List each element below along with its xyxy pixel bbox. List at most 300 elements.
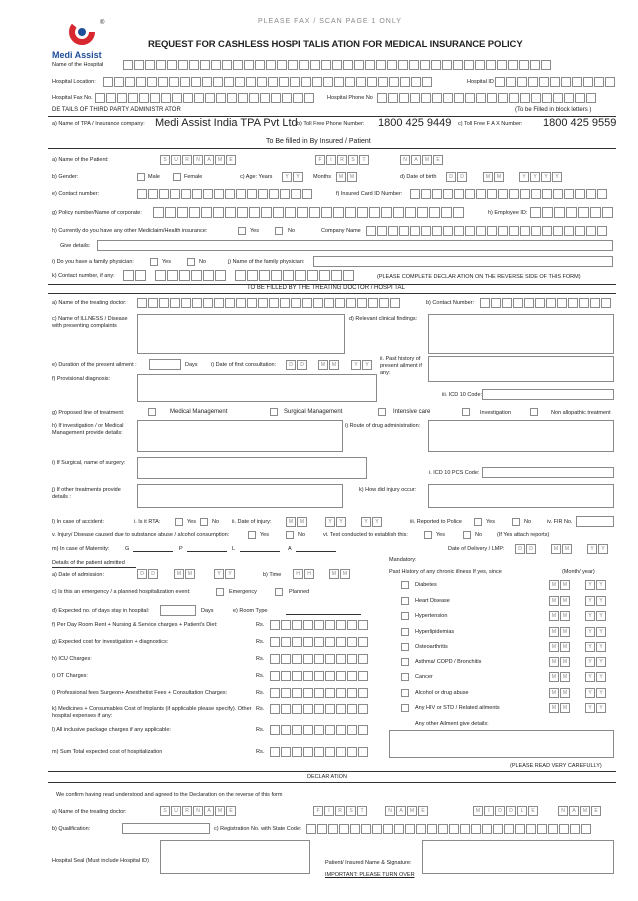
cell[interactable]: U [171, 806, 181, 816]
cell[interactable]: M [483, 172, 493, 182]
route-field[interactable] [428, 420, 614, 452]
cell[interactable]: S [160, 155, 170, 165]
employee-id-cells[interactable] [530, 207, 613, 218]
cell[interactable] [303, 637, 313, 647]
cell[interactable] [303, 747, 313, 757]
cell[interactable]: U [171, 155, 181, 165]
planned-checkbox[interactable] [275, 588, 283, 596]
cell[interactable]: Y [282, 172, 292, 182]
patient-firstname-cells[interactable] [315, 155, 369, 165]
cell[interactable] [292, 725, 302, 735]
cell[interactable]: M [562, 544, 572, 554]
family-physician-no-checkbox[interactable] [187, 258, 195, 266]
cell[interactable]: Y [225, 569, 235, 579]
declaration-middle-cells[interactable] [473, 806, 538, 816]
qualification-field[interactable] [122, 823, 210, 834]
declaration-firstname-cells[interactable] [313, 806, 367, 816]
time-minute-cells[interactable] [329, 569, 350, 579]
cell[interactable]: Y [293, 172, 303, 182]
cell[interactable]: Y [351, 360, 361, 370]
delivery-day-cells[interactable] [515, 544, 536, 554]
cost-amount-cells[interactable] [270, 637, 368, 647]
first-consultation-year-cells[interactable] [351, 360, 372, 370]
illness-since-cells[interactable] [549, 657, 606, 667]
cell[interactable] [336, 704, 346, 714]
cell[interactable] [303, 725, 313, 735]
cell[interactable]: Y [585, 672, 595, 682]
cell[interactable]: Y [530, 172, 540, 182]
cell[interactable] [347, 725, 357, 735]
hospital-location-cells[interactable] [103, 77, 432, 87]
intensive-care-checkbox[interactable] [378, 408, 386, 416]
emergency-checkbox[interactable] [216, 588, 224, 596]
cell[interactable]: D [137, 569, 147, 579]
time-hour-cells[interactable] [293, 569, 314, 579]
cost-amount-cells[interactable] [270, 704, 368, 714]
cell[interactable]: F [313, 806, 323, 816]
cell[interactable]: T [359, 155, 369, 165]
cell[interactable]: E [226, 155, 236, 165]
cell[interactable]: N [558, 806, 568, 816]
cell[interactable]: A [569, 806, 579, 816]
cell[interactable]: H [293, 569, 303, 579]
doctor-contact-cells[interactable] [480, 298, 611, 308]
cell[interactable]: Y [325, 517, 335, 527]
cell[interactable]: E [528, 806, 538, 816]
cell[interactable] [347, 747, 357, 757]
cell[interactable] [325, 688, 335, 698]
cell[interactable]: R [337, 155, 347, 165]
cell[interactable] [270, 620, 280, 630]
cell[interactable]: Y [541, 172, 551, 182]
cell[interactable]: Y [596, 657, 606, 667]
illness-checkbox[interactable] [401, 581, 409, 589]
age-years-cells[interactable] [282, 172, 303, 182]
substance-yes-checkbox[interactable] [248, 531, 256, 539]
illness-checkbox[interactable] [401, 597, 409, 605]
cell[interactable] [281, 747, 291, 757]
cell[interactable]: N [400, 155, 410, 165]
cell[interactable]: D [515, 544, 525, 554]
cell[interactable] [292, 747, 302, 757]
cell[interactable]: Y [585, 611, 595, 621]
cell[interactable] [314, 725, 324, 735]
cell[interactable]: I [326, 155, 336, 165]
cell[interactable] [314, 637, 324, 647]
dob-year-cells[interactable] [519, 172, 562, 182]
cell[interactable]: M [549, 627, 559, 637]
duration-field[interactable] [149, 359, 181, 370]
cost-amount-cells[interactable] [270, 671, 368, 681]
cell[interactable]: M [422, 155, 432, 165]
cell[interactable] [336, 747, 346, 757]
injury-occur-field[interactable] [428, 484, 614, 508]
cell[interactable]: M [551, 544, 561, 554]
cell[interactable]: E [226, 806, 236, 816]
substance-no-checkbox[interactable] [286, 531, 294, 539]
cell[interactable]: M [560, 657, 570, 667]
cell[interactable]: M [549, 596, 559, 606]
icd10-field[interactable] [482, 389, 614, 400]
cell[interactable] [281, 637, 291, 647]
cell[interactable]: D [506, 806, 516, 816]
cell[interactable] [347, 637, 357, 647]
cell[interactable]: M [549, 672, 559, 682]
declaration-surname-cells[interactable] [160, 806, 236, 816]
illness-since-cells[interactable] [549, 642, 606, 652]
cell[interactable] [270, 747, 280, 757]
cell[interactable]: M [473, 806, 483, 816]
cell[interactable]: M [560, 627, 570, 637]
provisional-diagnosis-field[interactable] [137, 374, 377, 402]
cell[interactable]: A [204, 155, 214, 165]
family-physician-name-field[interactable] [313, 256, 613, 267]
cell[interactable]: N [385, 806, 395, 816]
fir-field[interactable] [576, 516, 614, 527]
investigation-details-field[interactable] [137, 420, 343, 452]
patient-surname-cells[interactable] [160, 155, 236, 165]
cell[interactable] [303, 671, 313, 681]
cell[interactable]: Y [361, 517, 371, 527]
cell[interactable]: M [336, 172, 346, 182]
cell[interactable] [358, 620, 368, 630]
cell[interactable]: N [193, 155, 203, 165]
cell[interactable] [314, 704, 324, 714]
first-consultation-month-cells[interactable] [318, 360, 339, 370]
cell[interactable] [270, 688, 280, 698]
cell[interactable]: Y [214, 569, 224, 579]
cell[interactable]: I [484, 806, 494, 816]
investigation-checkbox[interactable] [462, 408, 470, 416]
cell[interactable]: M [549, 703, 559, 713]
cell[interactable] [314, 620, 324, 630]
cell[interactable]: T [357, 806, 367, 816]
cell[interactable] [303, 688, 313, 698]
cell[interactable]: M [340, 569, 350, 579]
cell[interactable]: M [560, 596, 570, 606]
cell[interactable] [336, 688, 346, 698]
medical-management-checkbox[interactable] [148, 408, 156, 416]
cell[interactable]: Y [362, 360, 372, 370]
illness-since-cells[interactable] [549, 688, 606, 698]
family-physician-yes-checkbox[interactable] [150, 258, 158, 266]
dob-day-cells[interactable] [446, 172, 467, 182]
cell[interactable] [336, 725, 346, 735]
patient-name-cells[interactable] [400, 155, 443, 165]
cell[interactable]: M [347, 172, 357, 182]
rta-yes-checkbox[interactable] [175, 518, 183, 526]
cell[interactable]: Y [585, 703, 595, 713]
maternity-a-line[interactable] [296, 551, 336, 552]
clinical-findings-field[interactable] [428, 314, 614, 354]
cell[interactable]: D [457, 172, 467, 182]
past-history-field[interactable] [428, 356, 614, 382]
illness-checkbox[interactable] [401, 673, 409, 681]
cell[interactable] [270, 637, 280, 647]
surgery-name-field[interactable] [137, 457, 367, 479]
cell[interactable] [325, 654, 335, 664]
cell[interactable] [325, 704, 335, 714]
test-yes-checkbox[interactable] [424, 531, 432, 539]
cell[interactable]: M [549, 580, 559, 590]
cell[interactable] [292, 620, 302, 630]
illness-checkbox[interactable] [401, 704, 409, 712]
cell[interactable]: M [560, 642, 570, 652]
cell[interactable] [325, 725, 335, 735]
cell[interactable]: M [560, 688, 570, 698]
cell[interactable] [281, 704, 291, 714]
cell[interactable]: L [517, 806, 527, 816]
cell[interactable]: Y [587, 544, 597, 554]
cell[interactable] [358, 725, 368, 735]
cost-amount-cells[interactable] [270, 688, 368, 698]
cell[interactable]: S [346, 806, 356, 816]
cell[interactable]: Y [585, 627, 595, 637]
other-insurance-no-checkbox[interactable] [275, 227, 283, 235]
declaration-name-cells[interactable] [385, 806, 428, 816]
cell[interactable] [314, 747, 324, 757]
cell[interactable] [314, 654, 324, 664]
cost-amount-cells[interactable] [270, 747, 368, 757]
give-details-field[interactable] [97, 240, 613, 251]
cell[interactable] [336, 671, 346, 681]
cell[interactable]: M [215, 806, 225, 816]
hospital-phone-cells[interactable] [377, 93, 596, 103]
cell[interactable]: M [185, 569, 195, 579]
cell[interactable]: Y [596, 580, 606, 590]
registration-cells[interactable] [306, 824, 591, 834]
cell[interactable]: Y [519, 172, 529, 182]
maternity-g-line[interactable] [133, 551, 173, 552]
cell[interactable]: M [174, 569, 184, 579]
cell[interactable] [292, 654, 302, 664]
cell[interactable]: Y [596, 611, 606, 621]
cell[interactable] [281, 671, 291, 681]
cell[interactable]: H [304, 569, 314, 579]
cell[interactable]: Y [598, 544, 608, 554]
illness-since-cells[interactable] [549, 627, 606, 637]
cell[interactable]: Y [552, 172, 562, 182]
cell[interactable]: D [148, 569, 158, 579]
delivery-month-cells[interactable] [551, 544, 572, 554]
cell[interactable] [270, 704, 280, 714]
cell[interactable]: S [348, 155, 358, 165]
cell[interactable]: M [560, 672, 570, 682]
illness-since-cells[interactable] [549, 611, 606, 621]
cell[interactable] [270, 725, 280, 735]
cell[interactable] [358, 747, 368, 757]
cell[interactable] [292, 704, 302, 714]
cell[interactable] [347, 671, 357, 681]
cell[interactable]: M [215, 155, 225, 165]
cell[interactable] [358, 671, 368, 681]
first-consultation-day-cells[interactable] [286, 360, 307, 370]
cell[interactable] [292, 688, 302, 698]
cell[interactable]: M [286, 517, 296, 527]
cell[interactable]: Y [585, 657, 595, 667]
illness-checkbox[interactable] [401, 643, 409, 651]
injury-year-cells[interactable] [361, 517, 382, 527]
illness-checkbox[interactable] [401, 689, 409, 697]
male-checkbox[interactable] [137, 173, 145, 181]
cost-amount-cells[interactable] [270, 725, 368, 735]
admission-year-cells[interactable] [214, 569, 235, 579]
cell[interactable] [292, 671, 302, 681]
cell[interactable]: F [315, 155, 325, 165]
cell[interactable] [303, 654, 313, 664]
maternity-p-line[interactable] [187, 551, 227, 552]
cell[interactable]: D [286, 360, 296, 370]
cell[interactable]: Y [585, 688, 595, 698]
cell[interactable]: Y [596, 627, 606, 637]
cell[interactable]: Y [596, 596, 606, 606]
cell[interactable] [281, 620, 291, 630]
cell[interactable]: M [329, 569, 339, 579]
cell[interactable]: R [182, 806, 192, 816]
cell[interactable] [314, 688, 324, 698]
cell[interactable] [358, 704, 368, 714]
delivery-year-cells[interactable] [587, 544, 608, 554]
stay-days-field[interactable] [160, 605, 196, 616]
cell[interactable]: Y [596, 672, 606, 682]
cell[interactable]: Y [585, 642, 595, 652]
cell[interactable]: A [204, 806, 214, 816]
admission-month-cells[interactable] [174, 569, 195, 579]
test-no-checkbox[interactable] [463, 531, 471, 539]
cell[interactable]: M [549, 642, 559, 652]
contact-any-cells[interactable] [123, 270, 354, 281]
cell[interactable]: D [526, 544, 536, 554]
illness-since-cells[interactable] [549, 580, 606, 590]
admission-day-cells[interactable] [137, 569, 158, 579]
cell[interactable] [325, 747, 335, 757]
cell[interactable]: Y [596, 688, 606, 698]
cell[interactable]: R [182, 155, 192, 165]
police-no-checkbox[interactable] [512, 518, 520, 526]
cell[interactable]: M [560, 703, 570, 713]
cell[interactable]: I [324, 806, 334, 816]
dob-month-cells[interactable] [483, 172, 504, 182]
other-treatments-field[interactable] [137, 484, 343, 508]
maternity-l-line[interactable] [240, 551, 280, 552]
cell[interactable]: M [560, 580, 570, 590]
declaration-lastname-cells[interactable] [558, 806, 601, 816]
cell[interactable] [336, 620, 346, 630]
cell[interactable] [358, 637, 368, 647]
cell[interactable] [347, 620, 357, 630]
illness-checkbox[interactable] [401, 628, 409, 636]
cell[interactable]: M [318, 360, 328, 370]
illness-since-cells[interactable] [549, 596, 606, 606]
cell[interactable] [347, 688, 357, 698]
cell[interactable]: Y [596, 642, 606, 652]
cell[interactable]: M [549, 611, 559, 621]
cell[interactable] [281, 688, 291, 698]
non-allopathic-checkbox[interactable] [530, 408, 538, 416]
cell[interactable] [270, 654, 280, 664]
contact-cells[interactable] [137, 189, 312, 199]
age-months-cells[interactable] [336, 172, 357, 182]
cell[interactable]: E [591, 806, 601, 816]
cell[interactable]: Y [585, 596, 595, 606]
cell[interactable]: S [160, 806, 170, 816]
illness-checkbox[interactable] [401, 658, 409, 666]
cell[interactable]: A [411, 155, 421, 165]
cell[interactable]: Y [336, 517, 346, 527]
card-id-cells[interactable] [410, 189, 607, 199]
policy-cells[interactable] [153, 207, 464, 218]
signature-field[interactable] [422, 840, 614, 874]
cell[interactable] [336, 637, 346, 647]
cell[interactable]: E [433, 155, 443, 165]
cell[interactable]: M [297, 517, 307, 527]
cell[interactable] [358, 654, 368, 664]
cost-amount-cells[interactable] [270, 654, 368, 664]
illness-since-cells[interactable] [549, 672, 606, 682]
illness-since-cells[interactable] [549, 703, 606, 713]
illness-field[interactable] [137, 314, 345, 354]
injury-month-cells[interactable] [325, 517, 346, 527]
cell[interactable] [281, 725, 291, 735]
cell[interactable] [347, 704, 357, 714]
hospital-fax-cells[interactable] [95, 93, 314, 103]
cell[interactable]: R [335, 806, 345, 816]
cell[interactable]: D [495, 806, 505, 816]
surgical-management-checkbox[interactable] [270, 408, 278, 416]
cell[interactable]: M [407, 806, 417, 816]
cell[interactable]: E [418, 806, 428, 816]
hospital-name-cells[interactable] [123, 60, 551, 70]
cell[interactable] [325, 637, 335, 647]
cell[interactable]: D [446, 172, 456, 182]
cell[interactable] [347, 654, 357, 664]
female-checkbox[interactable] [173, 173, 181, 181]
other-ailment-field[interactable] [389, 730, 614, 758]
hospital-seal-field[interactable] [160, 840, 310, 874]
doctor-name-cells[interactable] [137, 298, 400, 308]
cell[interactable]: Y [585, 580, 595, 590]
other-insurance-yes-checkbox[interactable] [238, 227, 246, 235]
cell[interactable] [336, 654, 346, 664]
cell[interactable]: M [560, 611, 570, 621]
cell[interactable]: Y [372, 517, 382, 527]
cell[interactable]: N [193, 806, 203, 816]
injury-day-cells[interactable] [286, 517, 307, 527]
cell[interactable] [314, 671, 324, 681]
icd10pcs-field[interactable] [482, 467, 614, 478]
cell[interactable] [281, 654, 291, 664]
company-name-cells[interactable] [366, 226, 607, 236]
cell[interactable]: M [494, 172, 504, 182]
cell[interactable]: Y [596, 703, 606, 713]
cell[interactable] [303, 704, 313, 714]
cell[interactable] [292, 637, 302, 647]
room-type-line[interactable] [286, 614, 361, 615]
cell[interactable]: M [329, 360, 339, 370]
cell[interactable] [270, 671, 280, 681]
cell[interactable]: M [549, 657, 559, 667]
cell[interactable] [325, 620, 335, 630]
cell[interactable] [358, 688, 368, 698]
cell[interactable]: M [549, 688, 559, 698]
cell[interactable]: D [297, 360, 307, 370]
hospital-id-cells[interactable] [495, 77, 615, 87]
cell[interactable] [303, 620, 313, 630]
cell[interactable] [325, 671, 335, 681]
rta-no-checkbox[interactable] [200, 518, 208, 526]
cell[interactable]: A [396, 806, 406, 816]
cost-amount-cells[interactable] [270, 620, 368, 630]
